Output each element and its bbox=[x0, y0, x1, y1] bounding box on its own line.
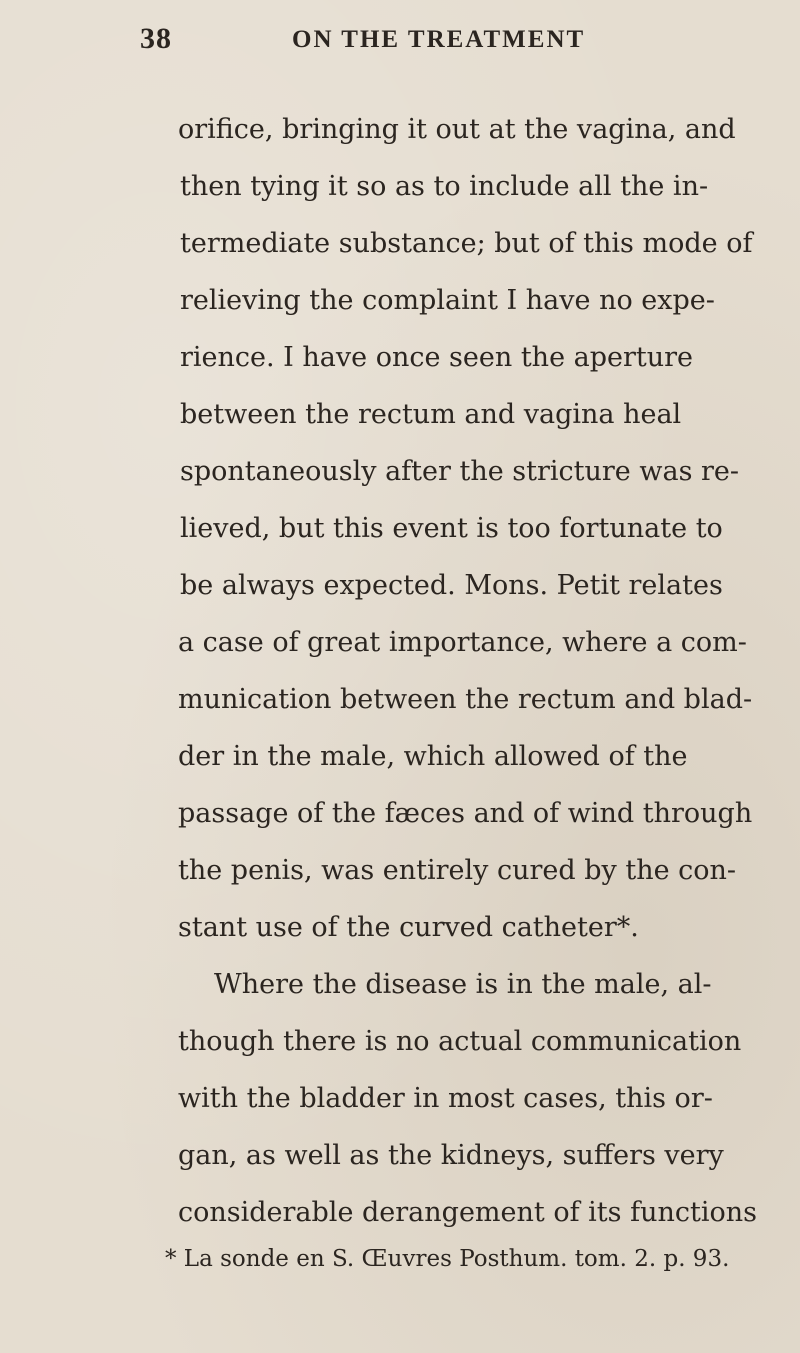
text-line: termediate substance; but of this mode of bbox=[180, 228, 753, 259]
text-line: gan, as well as the kidneys, suffers very bbox=[178, 1140, 724, 1171]
text-line: stant use of the curved catheter*. bbox=[178, 912, 639, 943]
text-line: the penis, was entirely cured by the con- bbox=[178, 855, 737, 886]
text-line: der in the male, which allowed of the bbox=[178, 741, 688, 772]
text-line: between the rectum and vagina heal bbox=[180, 399, 682, 430]
text-line: though there is no actual communication bbox=[178, 1026, 742, 1057]
text-line: considerable derangement of its functions bbox=[178, 1197, 757, 1228]
running-head bbox=[140, 22, 760, 62]
text-line: then tying it so as to include all the in- bbox=[180, 171, 709, 202]
text-line: spontaneously after the stricture was re- bbox=[180, 456, 740, 487]
text-line: rience. I have once seen the aperture bbox=[180, 342, 694, 373]
text-line: munication between the rectum and blad- bbox=[178, 684, 753, 715]
text-line: orifice, bringing it out at the vagina, and bbox=[178, 114, 736, 145]
text-line: relieving the complaint I have no expe- bbox=[180, 285, 715, 316]
text-line: lieved, but this event is too fortunate to bbox=[180, 513, 723, 544]
running-title: ON THE TREATMENT bbox=[292, 26, 586, 53]
page-number: 38 bbox=[140, 22, 172, 55]
text-line: a case of great importance, where a com- bbox=[178, 627, 747, 658]
text-line: passage of the fæces and of wind through bbox=[178, 798, 753, 829]
text-line: Where the disease is in the male, al- bbox=[214, 969, 712, 1000]
text-line: be always expected. Mons. Petit relates bbox=[180, 570, 723, 601]
footnote: * La sonde en S. Œuvres Posthum. tom. 2. p. 93. bbox=[165, 1246, 730, 1272]
text-line: with the bladder in most cases, this or- bbox=[178, 1083, 713, 1114]
